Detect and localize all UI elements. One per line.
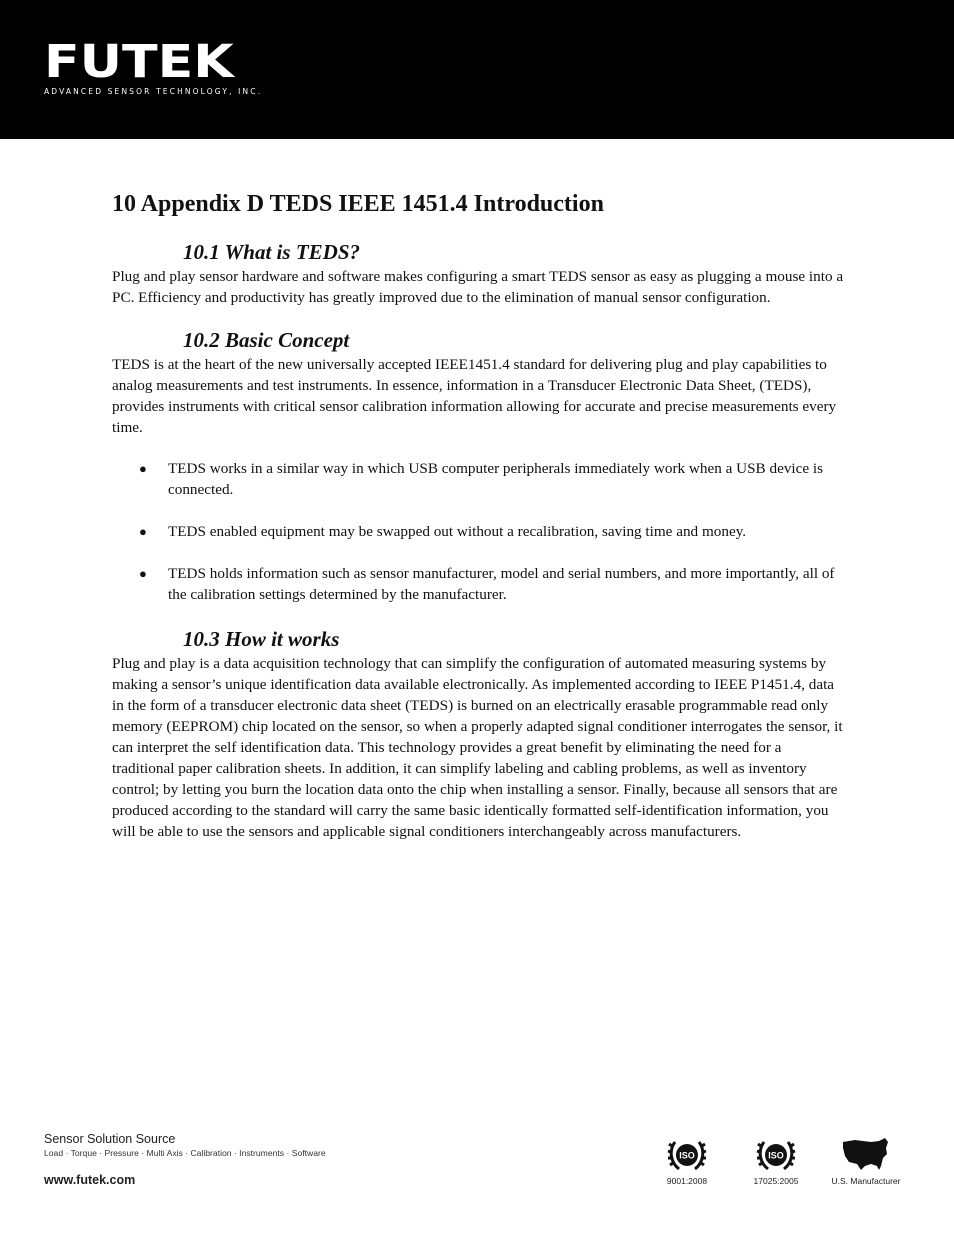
bullet-list <box>112 458 844 605</box>
iso-laurel-icon <box>667 1136 707 1174</box>
footer <box>44 1132 326 1188</box>
certification-us-manufacturer <box>822 1136 910 1186</box>
document-body <box>112 186 844 842</box>
bullet-icon: ● <box>139 566 147 581</box>
svg-text:ISO: ISO <box>768 1150 784 1161</box>
footer-title: Sensor Solution Source <box>44 1132 176 1146</box>
svg-text:ISO: ISO <box>679 1150 695 1161</box>
logo-tagline: ADVANCED SENSOR TECHNOLOGY, INC. <box>44 87 263 96</box>
section-title-basic-concept: 10.2 Basic Concept <box>183 328 350 352</box>
list-item <box>112 521 844 542</box>
cert-label: U.S. Manufacturer <box>831 1176 901 1186</box>
futek-logo: FUTEK <box>44 35 234 88</box>
website-link[interactable]: www.futek.com <box>44 1173 136 1187</box>
iso-laurel-icon <box>756 1136 796 1174</box>
cert-label: 9001:2008 <box>666 1176 708 1186</box>
list-item-text: TEDS enabled equipment may be swapped out without a recalibration, saving time and money. <box>168 523 747 540</box>
section-paragraph-how-it-works: Plug and play is a data acquisition technology that can simplify the configuration of automated measuring systems by making a sensor’s unique identification data available electronically. As implemented according to IEEE P1451.4, data in the form of a transducer electronic data sheet (TEDS) is burned on an electrically erasable programmable read only memory (EEPROM) chip located on the sensor, so when a properly adapted signal conditioner interrogates the sensor, it can interpret the self identification data. This technology provides a great benefit by eliminating the need for a traditional paper calibration sheets. In addition, it can simplify labeling and cabling problems, as well as inventory control; by letting you burn the location data onto the chip when installing a sensor. Finally, because all sensors that are produced according to the standard will carry the same basic identically formatted self-identification information, you will be able to use the sensors and applicable signal conditioners interchangeably across manufacturers. <box>112 655 843 840</box>
certification-iso-9001 <box>660 1136 714 1186</box>
list-item <box>112 458 844 500</box>
header-band <box>0 0 954 139</box>
appendix-heading: 10 Appendix D TEDS IEEE 1451.4 Introduction <box>112 191 604 217</box>
bullet-icon: ● <box>139 524 147 539</box>
section-title-how-it-works: 10.3 How it works <box>183 627 340 651</box>
usa-map-icon <box>841 1136 891 1174</box>
footer-subtitle: Load · Torque · Pressure · Multi Axis · Calibration · Instruments · Software <box>44 1148 326 1158</box>
list-item-text: TEDS works in a similar way in which USB computer peripherals immediately work when a USB device is connected. <box>168 460 824 498</box>
certification-iso-17025 <box>746 1136 806 1186</box>
section-title-what-is-teds: 10.1 What is TEDS? <box>183 240 360 264</box>
bullet-icon: ● <box>139 461 147 476</box>
list-item-text: TEDS holds information such as sensor manufacturer, model and serial numbers, and more importantly, all of the calibration settings determined by the manufacturer. <box>168 565 835 603</box>
cert-label: 17025:2005 <box>753 1176 799 1186</box>
list-item <box>112 563 844 605</box>
section-paragraph-what-is-teds: Plug and play sensor hardware and software makes configuring a smart TEDS sensor as easy as plugging a mouse into a PC. Efficiency and productivity has greatly improved due to the elimination of manual sensor configuration. <box>112 268 844 306</box>
section-paragraph-basic-concept: TEDS is at the heart of the new universally accepted IEEE1451.4 standard for delivering plug and play capabilities to analog measurements and test instruments. In essence, information in a Transducer Electronic Data Sheet, (TEDS), provides instruments with critical sensor calibration information allowing for accurate and precise measurements every time. <box>112 356 837 436</box>
